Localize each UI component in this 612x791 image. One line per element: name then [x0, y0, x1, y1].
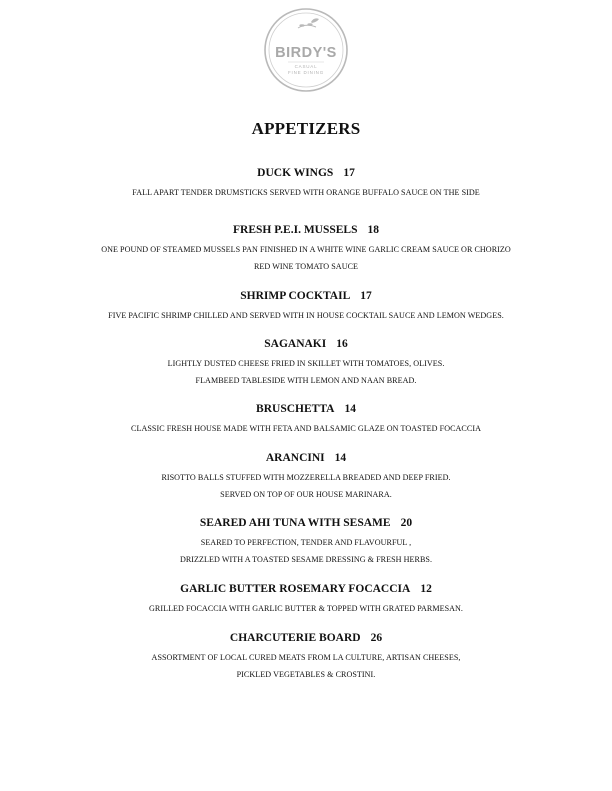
item-description-line: RED WINE TOMATO SAUCE: [253, 262, 359, 271]
item-heading: [0, 450, 612, 466]
item-heading: [0, 222, 612, 238]
item-description-line: RISOTTO BALLS STUFFED WITH MOZZERELLA BREADED AND DEEP FRIED.: [161, 473, 451, 482]
item-name: SHRIMP COCKTAIL: [240, 290, 351, 302]
menu-item: [0, 581, 612, 617]
item-description-line: DRIZZLED WITH A TOASTED SESAME DRESSING & FRESH HERBS.: [179, 555, 433, 564]
item-name: GARLIC BUTTER ROSEMARY FOCACCIA: [180, 583, 411, 595]
menu-item: [0, 401, 612, 437]
item-description: [0, 649, 612, 683]
item-description: [0, 534, 612, 568]
logo-name: BIRDY'S: [275, 45, 337, 61]
item-name: DUCK WINGS: [257, 167, 334, 179]
item-heading: [0, 288, 612, 304]
item-description: [0, 241, 612, 275]
item-price: 26: [370, 632, 383, 644]
item-price: 20: [400, 517, 413, 529]
item-price: 17: [360, 290, 372, 302]
item-description: [0, 355, 612, 389]
item-price: 14: [334, 452, 347, 464]
logo-tagline-casual: CASUAL: [294, 64, 318, 69]
item-name: CHARCUTERIE BOARD: [229, 632, 361, 644]
item-description-line: CLASSIC FRESH HOUSE MADE WITH FETA AND BALSAMIC GLAZE ON TOASTED FOCACCIA: [131, 424, 481, 433]
menu-item: [0, 336, 612, 389]
menu-item: [0, 515, 612, 568]
item-description-line: SEARED TO PERFECTION, TENDER AND FLAVOURFUL ,: [200, 538, 412, 547]
item-description: [0, 184, 612, 201]
item-description-line: ASSORTMENT OF LOCAL CURED MEATS FROM LA CULTURE, ARTISAN CHEESES,: [151, 653, 461, 662]
item-description-line: FIVE PACIFIC SHRIMP CHILLED AND SERVED WITH IN HOUSE COCKTAIL SAUCE AND LEMON WEDGES.: [108, 311, 504, 320]
logo-tagline-fine-dining: FINE DINING: [287, 70, 325, 75]
item-heading: [0, 515, 612, 531]
item-price: 14: [344, 403, 356, 415]
birdys-logo: [262, 6, 350, 94]
item-heading: [0, 401, 612, 417]
menu-item: [0, 450, 612, 503]
item-price: 12: [420, 583, 432, 595]
item-heading: [0, 630, 612, 646]
item-description-line: GRILLED FOCACCIA WITH GARLIC BUTTER & TOPPED WITH GRATED PARMESAN.: [148, 604, 464, 613]
item-name: FRESH P.E.I. MUSSELS: [232, 224, 358, 236]
item-name: ARANCINI: [265, 452, 325, 464]
item-description: [0, 307, 612, 324]
item-description-line: LIGHTLY DUSTED CHEESE FRIED IN SKILLET WITH TOMATOES, OLIVES.: [167, 359, 445, 368]
logo-bird-branch-icon: [298, 18, 319, 28]
item-description: [0, 420, 612, 437]
item-name: SEARED AHI TUNA WITH SESAME: [199, 517, 391, 529]
item-name: SAGANAKI: [264, 338, 327, 350]
menu-item: [0, 222, 612, 275]
menu-item: [0, 165, 612, 201]
item-heading: [0, 336, 612, 352]
item-description-line: SERVED ON TOP OF OUR HOUSE MARINARA.: [220, 490, 392, 499]
item-price: 16: [336, 338, 348, 350]
item-description-line: ONE POUND OF STEAMED MUSSELS PAN FINISHED IN A WHITE WINE GARLIC CREAM SAUCE OR CHORIZO: [101, 245, 511, 254]
item-price: 17: [343, 167, 355, 179]
item-name: BRUSCHETTA: [256, 403, 335, 415]
item-description-line: PICKLED VEGETABLES & CROSTINI.: [236, 670, 376, 679]
item-description-line: FLAMBEED TABLESIDE WITH LEMON AND NAAN BREAD.: [195, 376, 417, 385]
item-heading: [0, 165, 612, 181]
page-title: APPETIZERS: [251, 119, 361, 138]
menu-item: [0, 288, 612, 324]
item-heading: [0, 581, 612, 597]
item-description: [0, 600, 612, 617]
item-price: 18: [367, 224, 380, 236]
menu-item: [0, 630, 612, 683]
item-description: [0, 469, 612, 503]
item-description-line: FALL APART TENDER DRUMSTICKS SERVED WITH ORANGE BUFFALO SAUCE ON THE SIDE: [132, 188, 480, 197]
